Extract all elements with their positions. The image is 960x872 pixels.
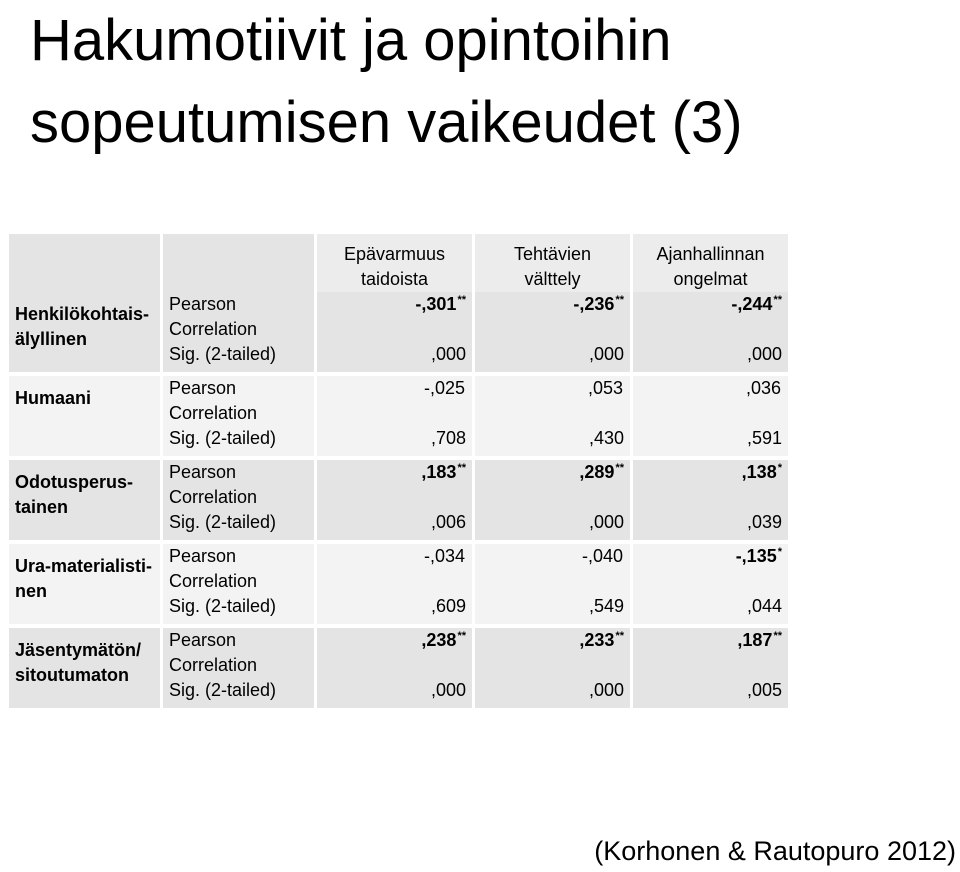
sig-value: ,549: [475, 594, 630, 624]
significance-marker: **: [457, 294, 466, 306]
pearson-value: ,036: [633, 376, 788, 426]
slide-title: [30, 0, 743, 164]
sig-value: ,591: [633, 426, 788, 456]
pearson-value: ,187**: [633, 628, 788, 678]
significance-marker: *: [777, 546, 782, 558]
sig-value: ,000: [475, 342, 630, 372]
column-header: Ajanhallinnan ongelmat: [633, 234, 788, 292]
sig-value: ,044: [633, 594, 788, 624]
citation: (Korhonen & Rautopuro 2012): [594, 836, 956, 866]
pearson-value: ,289**: [475, 460, 630, 510]
significance-marker: **: [773, 294, 782, 306]
correlation-table: [6, 234, 791, 708]
significance-marker: **: [457, 630, 466, 642]
table-header-row: [9, 234, 788, 292]
sig-value: ,000: [475, 510, 630, 540]
table-row: [9, 460, 788, 510]
pearson-value: ,053: [475, 376, 630, 426]
sig-value: ,609: [317, 594, 472, 624]
pearson-value: ,238**: [317, 628, 472, 678]
stat-label-sig: Sig. (2-tailed): [163, 342, 314, 372]
pearson-value: ,138*: [633, 460, 788, 510]
significance-marker: **: [615, 462, 624, 474]
significance-marker: **: [773, 630, 782, 642]
sig-value: ,430: [475, 426, 630, 456]
pearson-value: ,183**: [317, 460, 472, 510]
stat-label-sig: Sig. (2-tailed): [163, 594, 314, 624]
pearson-value: -,135*: [633, 544, 788, 594]
pearson-value: -,025: [317, 376, 472, 426]
significance-marker: *: [777, 462, 782, 474]
table-body: [9, 292, 788, 708]
pearson-value: ,233**: [475, 628, 630, 678]
column-header: Epävarmuus taidoista: [317, 234, 472, 292]
stat-label-sig: Sig. (2-tailed): [163, 678, 314, 708]
sig-value: ,000: [633, 342, 788, 372]
header-corner-stat: [163, 234, 314, 292]
pearson-value: -,034: [317, 544, 472, 594]
row-label: Ura-materialisti- nen: [9, 544, 160, 624]
stat-label-sig: Sig. (2-tailed): [163, 426, 314, 456]
significance-marker: **: [615, 630, 624, 642]
significance-marker: **: [615, 294, 624, 306]
stat-label-sig: Sig. (2-tailed): [163, 510, 314, 540]
sig-value: ,005: [633, 678, 788, 708]
pearson-value: -,236**: [475, 292, 630, 342]
row-label: Jäsentymätön/ sitoutumaton: [9, 628, 160, 708]
table-row: [9, 628, 788, 678]
row-label: Humaani: [9, 376, 160, 456]
pearson-value: -,244**: [633, 292, 788, 342]
sig-value: ,708: [317, 426, 472, 456]
column-header: Tehtävien välttely: [475, 234, 630, 292]
header-corner: [9, 234, 160, 292]
table-row: [9, 376, 788, 426]
sig-value: ,039: [633, 510, 788, 540]
sig-value: ,000: [475, 678, 630, 708]
significance-marker: **: [457, 462, 466, 474]
stat-label-pearson: Pearson Correlation: [163, 544, 314, 594]
table-row: [9, 292, 788, 342]
sig-value: ,000: [317, 678, 472, 708]
pearson-value: -,301**: [317, 292, 472, 342]
slide-title-line1: Hakumotiivit ja opintoihin: [30, 8, 672, 73]
table-row: [9, 544, 788, 594]
pearson-value: -,040: [475, 544, 630, 594]
stat-label-pearson: Pearson Correlation: [163, 628, 314, 678]
stat-label-pearson: Pearson Correlation: [163, 460, 314, 510]
stat-label-pearson: Pearson Correlation: [163, 376, 314, 426]
slide-title-line2: sopeutumisen vaikeudet (3): [30, 90, 743, 155]
sig-value: ,006: [317, 510, 472, 540]
row-label: Odotusperus- tainen: [9, 460, 160, 540]
row-label: Henkilökohtais- älyllinen: [9, 292, 160, 372]
sig-value: ,000: [317, 342, 472, 372]
stat-label-pearson: Pearson Correlation: [163, 292, 314, 342]
